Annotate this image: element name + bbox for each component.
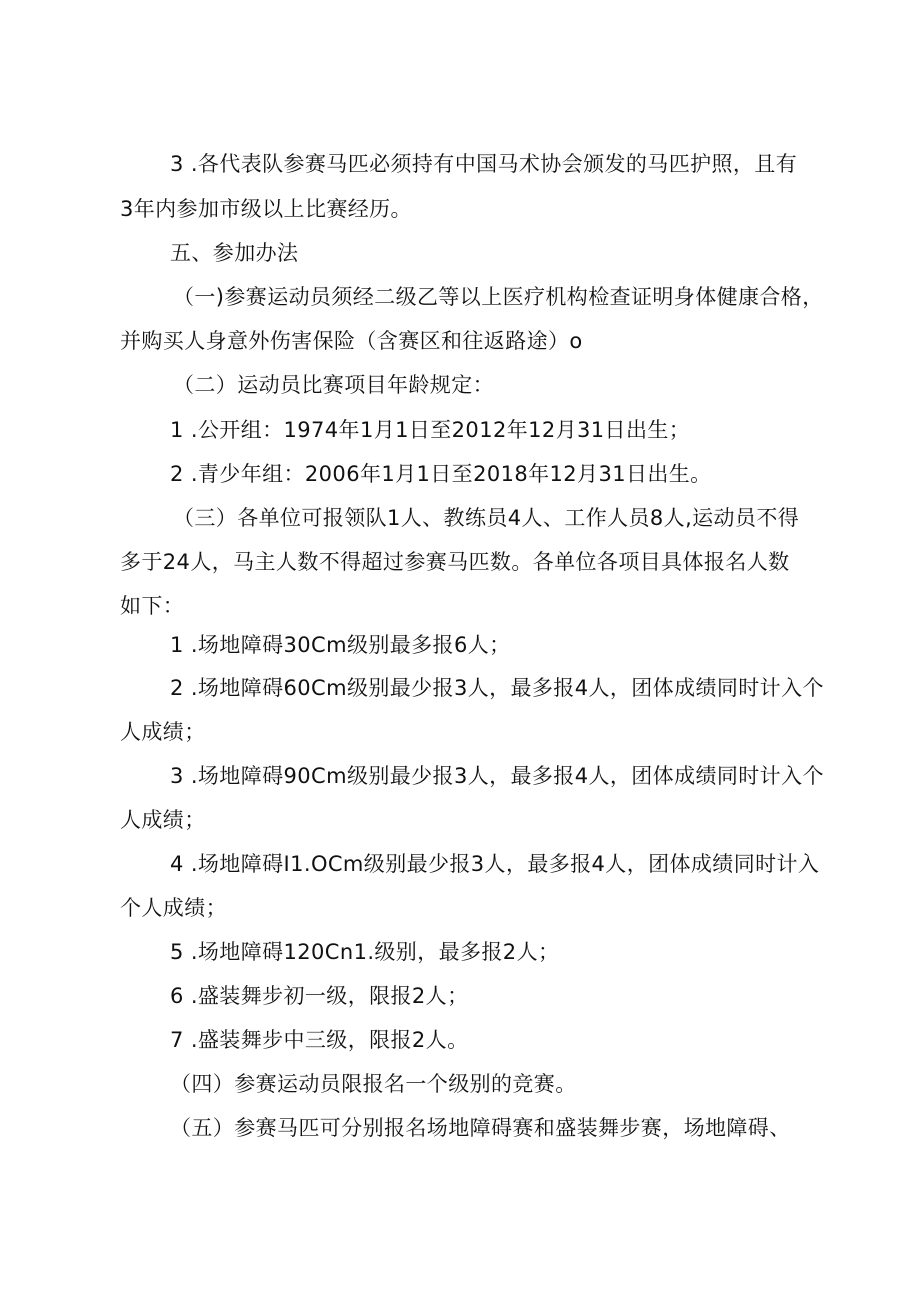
quota-item-2-line-1: 2 .场地障碍60Cm级别最少报3人，最多报4人，团体成绩同时计入个 — [170, 676, 824, 700]
item-one-line-1: （一)参赛运动员须经二级乙等以上医疗机构检查证明身体健康合格， — [173, 285, 824, 309]
item-one-line-2: 并购买人身意外伤害保险（含赛区和往返路途）o — [120, 329, 583, 353]
quota-item-3-line-1: 3 .场地障碍90Cm级别最少报3人，最多报4人，团体成绩同时计入个 — [170, 764, 824, 788]
item-two-heading: （二）运动员比赛项目年龄规定： — [173, 373, 494, 397]
quota-item-4-line-1: 4 .场地障碍I1.OCm级别最少报3人，最多报4人，团体成绩同时计入 — [170, 852, 820, 876]
paragraph-3-line-1: 3 .各代表队参赛马匹必须持有中国马术协会颁发的马匹护照，且有 — [170, 152, 798, 176]
quota-item-6: 6 .盛装舞步初一级，限报2人； — [170, 984, 469, 1008]
quota-item-7: 7 .盛装舞步中三级，限报2人。 — [170, 1028, 469, 1052]
quota-item-2-line-2: 人成绩； — [120, 720, 206, 744]
quota-item-4-line-2: 个人成绩； — [120, 896, 227, 920]
item-five-line-1: （五）参赛马匹可分别报名场地障碍赛和盛装舞步赛，场地障碍、 — [170, 1116, 791, 1140]
section-title-participation-method: 五、参加办法 — [170, 241, 299, 265]
age-open-group: 1 .公开组：1974年1月1日至2012年12月31日出生； — [170, 418, 691, 442]
item-four: （四）参赛运动员限报名一个级别的竞赛。 — [170, 1072, 577, 1096]
item-three-line-3: 如下： — [120, 594, 185, 618]
paragraph-3-line-2: 3年内参加市级以上比赛经历。 — [120, 197, 412, 221]
age-youth-group: 2 .青少年组：2006年1月1日至2018年12月31日出生。 — [170, 462, 712, 486]
item-three-line-2: 多于24人，马主人数不得超过参赛马匹数。各单位各项目具体报名人数 — [120, 550, 790, 574]
item-three-line-1: （三）各单位可报领队1人、教练员4人、工作人员8人,运动员不得 — [173, 506, 800, 530]
quota-item-5: 5 .场地障碍120Cn1.级别，最多报2人； — [170, 940, 560, 964]
quota-item-1: 1 .场地障碍30Cm级别最多报6人； — [170, 633, 511, 657]
quota-item-3-line-2: 人成绩； — [120, 808, 206, 832]
